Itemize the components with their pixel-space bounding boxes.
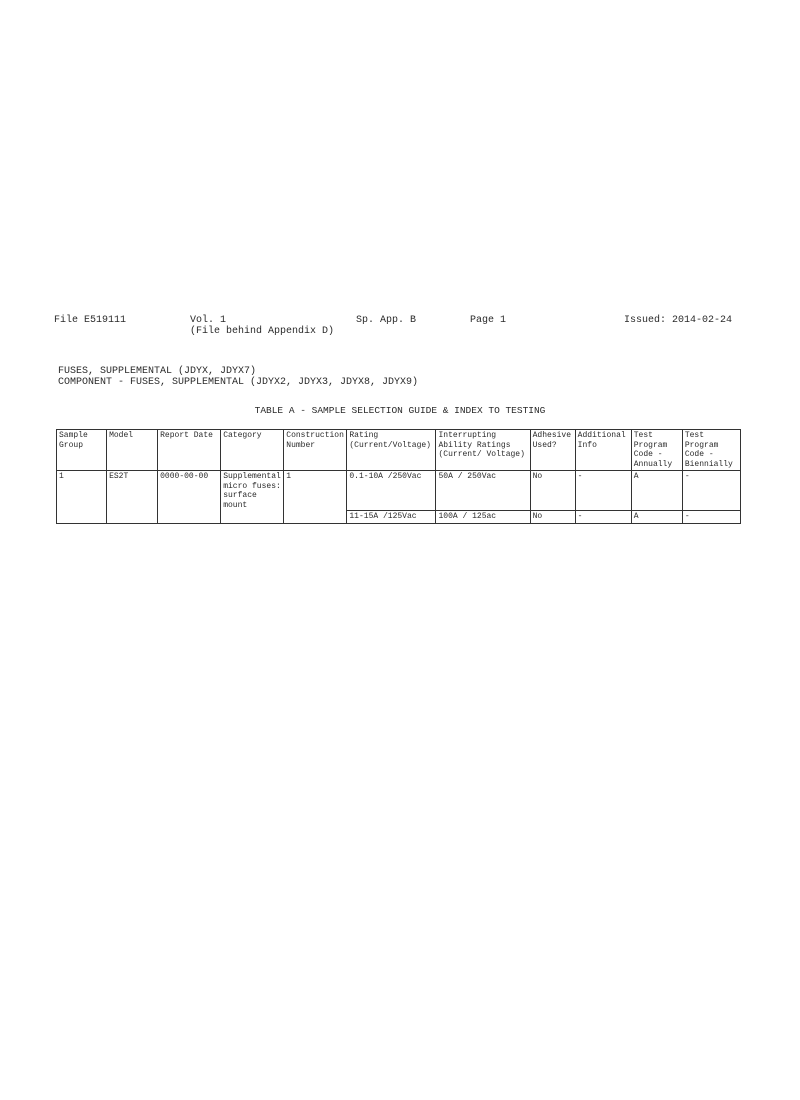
cell-report-date: 0000-00-00 bbox=[158, 471, 221, 524]
cell-rating: 0.1-10A /250Vac bbox=[347, 471, 436, 511]
cell-interrupting: 50A / 250Vac bbox=[436, 471, 530, 511]
volume: Vol. 1 bbox=[190, 315, 227, 326]
cell-sample-group: 1 bbox=[57, 471, 107, 524]
cell-additional-info: - bbox=[575, 471, 631, 511]
col-header-additional-info: Additional Info bbox=[575, 430, 631, 471]
issued-date: Issued: 2014-02-24 bbox=[624, 315, 733, 326]
cell-interrupting: 100A / 125ac bbox=[436, 511, 530, 524]
col-header-interrupting-ratings: Interrupting Ability Ratings (Current/ Voltage) bbox=[436, 430, 530, 471]
col-header-test-code-annually: Test Program Code - Annually bbox=[631, 430, 682, 471]
category-line-2: COMPONENT - FUSES, SUPPLEMENTAL (JDYX2, JDYX3, JDYX8, JDYX9) bbox=[58, 377, 419, 388]
cell-rating: 11-15A /125Vac bbox=[347, 511, 436, 524]
file-behind-note: (File behind Appendix D) bbox=[190, 326, 335, 337]
cell-model: ES2T bbox=[107, 471, 158, 524]
cell-adhesive: No bbox=[530, 471, 575, 511]
file-number: File E519111 bbox=[54, 315, 127, 326]
special-appendix: Sp. App. B bbox=[356, 315, 417, 326]
col-header-category: Category bbox=[221, 430, 284, 471]
cell-test-code-biennially: - bbox=[682, 511, 740, 524]
col-header-sample-group: Sample Group bbox=[57, 430, 107, 471]
col-header-report-date: Report Date bbox=[158, 430, 221, 471]
page-number: Page 1 bbox=[470, 315, 507, 326]
col-header-rating: Rating (Current/Voltage) bbox=[347, 430, 436, 471]
sample-selection-table bbox=[56, 429, 741, 524]
cell-adhesive: No bbox=[530, 511, 575, 524]
table-row bbox=[57, 471, 741, 511]
col-header-test-code-biennially: Test Program Code - Biennially bbox=[682, 430, 740, 471]
table-title: TABLE A - SAMPLE SELECTION GUIDE & INDEX TO TESTING bbox=[254, 405, 546, 416]
col-header-model: Model bbox=[107, 430, 158, 471]
cell-category: Supplemental micro fuses: surface mount bbox=[221, 471, 284, 524]
cell-test-code-annually: A bbox=[631, 511, 682, 524]
col-header-adhesive: Adhesive Used? bbox=[530, 430, 575, 471]
cell-construction-number: 1 bbox=[284, 471, 347, 524]
cell-test-code-annually: A bbox=[631, 471, 682, 511]
category-line-1: FUSES, SUPPLEMENTAL (JDYX, JDYX7) bbox=[58, 366, 257, 377]
table-header-row bbox=[57, 430, 741, 471]
cell-test-code-biennially: - bbox=[682, 471, 740, 511]
cell-additional-info: - bbox=[575, 511, 631, 524]
col-header-construction-number: Construction Number bbox=[284, 430, 347, 471]
